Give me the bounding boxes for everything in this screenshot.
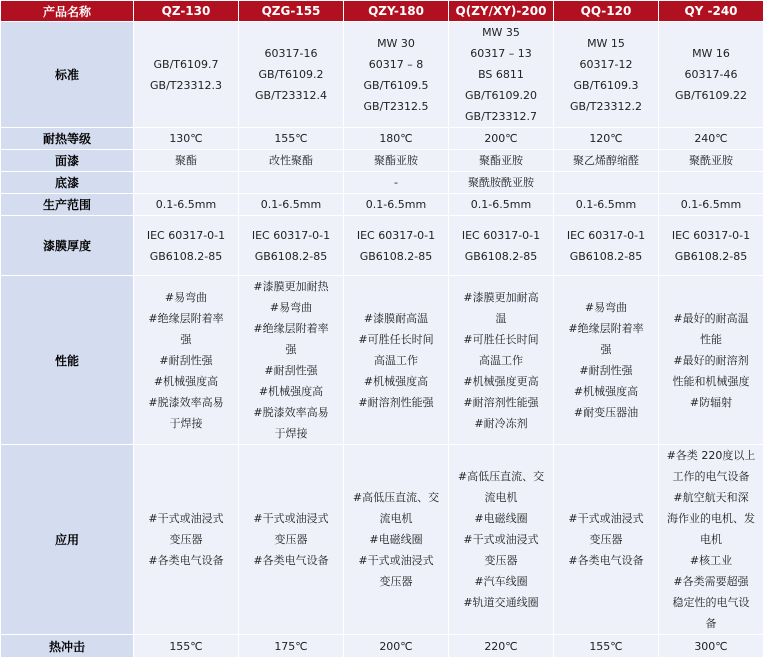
- row-label: 面漆: [1, 150, 133, 171]
- cell-line: GB6108.2-85: [569, 249, 643, 263]
- table-cell: [134, 216, 238, 275]
- table-cell: [134, 172, 238, 193]
- table-cell: [134, 194, 238, 215]
- cell-line: #脱漆效率高易: [253, 406, 329, 419]
- table-cell: [239, 194, 343, 215]
- cell-line: #高低压直流、交: [352, 491, 440, 504]
- cell-line: 强: [180, 332, 192, 346]
- cell-line: #汽车线圈: [474, 575, 528, 588]
- cell-line: BS 6811: [478, 68, 524, 81]
- table-cell: [239, 172, 343, 193]
- cell-line: #耐刮性强: [264, 364, 318, 377]
- table-cell: [239, 150, 343, 171]
- cell-line: 60317-46: [684, 68, 738, 81]
- cell-line: 变压器: [589, 533, 623, 546]
- table-cell: [449, 216, 553, 275]
- table-cell: [659, 172, 763, 193]
- cell-line: MW 30: [377, 36, 415, 50]
- row-label: 应用: [1, 445, 133, 634]
- cell-line: #航空航天和深: [673, 491, 749, 504]
- cell-line: 60317-16: [264, 47, 318, 60]
- cell-line: 200℃: [484, 132, 518, 145]
- table-cell: [239, 216, 343, 275]
- table-row-standard: [1, 22, 763, 127]
- cell-line: #机械强度高: [153, 374, 219, 388]
- cell-line: 0.1-6.5mm: [260, 198, 322, 211]
- cell-line: GB/T6109.2: [258, 68, 324, 81]
- cell-line: 于焊接: [169, 416, 203, 430]
- cell-line: GB/T23312.7: [465, 110, 537, 123]
- cell-line: #耐变压器油: [573, 406, 639, 419]
- cell-line: GB/T6109.22: [675, 89, 747, 102]
- table-row-heat-class: [1, 128, 763, 149]
- product-header: QQ-120: [554, 1, 658, 21]
- table-cell: [344, 216, 448, 275]
- table-cell: [344, 445, 448, 634]
- cell-line: GB6108.2-85: [674, 249, 748, 263]
- cell-line: 性能: [700, 332, 722, 346]
- cell-line: 300℃: [694, 639, 728, 653]
- cell-line: GB/T6109.3: [573, 78, 639, 92]
- row-label: 热冲击: [1, 635, 133, 657]
- cell-line: #易弯曲: [269, 301, 313, 314]
- table-cell: [239, 445, 343, 634]
- product-header: QY -240: [659, 1, 763, 21]
- cell-line: #易弯曲: [164, 290, 208, 304]
- cell-line: #机械强度高: [258, 385, 324, 398]
- cell-line: GB/T23312.2: [570, 99, 642, 113]
- cell-line: GB6108.2-85: [149, 249, 223, 263]
- cell-line: GB/T6109.20: [465, 89, 537, 102]
- cell-line: #干式或油浸式: [148, 512, 224, 525]
- cell-line: 流电机: [379, 512, 413, 525]
- cell-line: 180℃: [379, 132, 413, 145]
- cell-line: MW 15: [587, 36, 625, 50]
- cell-line: 220℃: [484, 639, 518, 653]
- cell-line: #干式或油浸式: [253, 512, 329, 525]
- cell-line: IEC 60317-0-1: [251, 228, 331, 242]
- cell-line: #耐刮性强: [579, 364, 633, 377]
- cell-line: 备: [705, 617, 717, 630]
- cell-line: 0.1-6.5mm: [155, 198, 217, 211]
- cell-line: 高温工作: [374, 353, 418, 367]
- table-cell: [659, 276, 763, 444]
- row-label: 生产范围: [1, 194, 133, 215]
- table-cell: [554, 276, 658, 444]
- cell-line: #各类 220度以上: [666, 449, 756, 462]
- cell-line: #高低压直流、交: [457, 470, 545, 483]
- table-body: [1, 22, 763, 657]
- cell-line: 变压器: [169, 533, 203, 546]
- table-cell: [239, 128, 343, 149]
- table-cell: [554, 150, 658, 171]
- table-cell: [344, 172, 448, 193]
- cell-line: #机械强度高: [573, 385, 639, 398]
- table-cell: [659, 22, 763, 127]
- cell-line: 电机: [700, 533, 722, 546]
- table-cell: [239, 276, 343, 444]
- cell-line: #干式或油浸式: [463, 533, 539, 546]
- cell-line: #最好的耐高温: [673, 311, 749, 325]
- product-header: QZY-180: [344, 1, 448, 21]
- row-label: 漆膜厚度: [1, 216, 133, 275]
- table-row-application: [1, 445, 763, 634]
- row-label: 耐热等级: [1, 128, 133, 149]
- cell-line: #漆膜更加耐高: [463, 290, 539, 304]
- table-cell: [659, 216, 763, 275]
- table-cell: [134, 150, 238, 171]
- row-label: 性能: [1, 276, 133, 444]
- cell-line: #机械强度更高: [463, 374, 539, 388]
- table-cell: [449, 22, 553, 127]
- table-cell: [449, 150, 553, 171]
- table-cell: [344, 276, 448, 444]
- table-cell: [659, 445, 763, 634]
- table-cell: [134, 128, 238, 149]
- product-header: Q(ZY/XY)-200: [449, 1, 553, 21]
- cell-line: 稳定性的电气设: [672, 596, 750, 609]
- cell-line: #各类电气设备: [253, 554, 329, 567]
- table-cell: [554, 128, 658, 149]
- table-row-film-thickness: [1, 216, 763, 275]
- table-row-overcoat: [1, 150, 763, 171]
- cell-line: 60317 – 8: [368, 57, 424, 71]
- cell-line: IEC 60317-0-1: [671, 228, 751, 242]
- cell-line: 155℃: [589, 639, 623, 653]
- cell-line: #易弯曲: [584, 301, 628, 314]
- cell-line: 工作的电气设备: [672, 470, 750, 483]
- table-cell: [239, 22, 343, 127]
- table-cell: [554, 445, 658, 634]
- cell-line: #各类电气设备: [568, 554, 644, 567]
- cell-line: #耐刮性强: [159, 353, 213, 367]
- cell-line: 高温工作: [479, 353, 523, 367]
- cell-line: #耐冷冻剂: [474, 416, 528, 430]
- row-label: 标准: [1, 22, 133, 127]
- cell-line: 240℃: [694, 132, 728, 145]
- cell-line: #漆膜耐高温: [363, 311, 429, 325]
- cell-line: #绝缘层附着率: [148, 311, 224, 325]
- table-cell: [449, 276, 553, 444]
- table-cell: [659, 128, 763, 149]
- cell-line: 聚酰胺酰亚胺: [468, 176, 534, 189]
- cell-line: #核工业: [689, 554, 733, 567]
- cell-line: 60317 – 13: [470, 47, 532, 60]
- cell-line: #防辐射: [689, 395, 733, 409]
- cell-line: 强: [285, 343, 297, 356]
- table-row-performance: [1, 276, 763, 444]
- table-cell: [554, 172, 658, 193]
- cell-line: 性能和机械强度: [672, 374, 750, 388]
- cell-line: #干式或油浸式: [358, 554, 434, 567]
- table-cell: [134, 22, 238, 127]
- cell-line: 130℃: [169, 132, 203, 145]
- table-cell: [134, 445, 238, 634]
- cell-line: 60317-12: [579, 57, 633, 71]
- cell-line: #各类需要超强: [673, 575, 749, 588]
- table-cell: [449, 172, 553, 193]
- cell-line: 155℃: [169, 639, 203, 653]
- cell-line: GB/T6109.5: [363, 78, 429, 92]
- cell-line: GB/T2312.5: [363, 99, 429, 113]
- cell-line: #漆膜更加耐热: [253, 280, 329, 293]
- table-cell: [134, 276, 238, 444]
- corner-header: 产品名称: [1, 1, 133, 21]
- cell-line: #干式或油浸式: [568, 512, 644, 525]
- table-cell: [659, 194, 763, 215]
- cell-line: 200℃: [379, 639, 413, 653]
- cell-line: #脱漆效率高易: [148, 395, 224, 409]
- cell-line: #耐溶剂性能强: [358, 395, 434, 409]
- table-cell: [344, 22, 448, 127]
- cell-line: 流电机: [484, 491, 518, 504]
- cell-line: #电磁线圈: [474, 512, 528, 525]
- cell-line: 0.1-6.5mm: [575, 198, 637, 211]
- cell-line: IEC 60317-0-1: [461, 228, 541, 242]
- header-row: [1, 1, 763, 21]
- cell-line: -: [394, 176, 398, 189]
- cell-line: 聚酯亚胺: [479, 154, 523, 167]
- cell-line: GB6108.2-85: [464, 249, 538, 263]
- table-cell: [449, 445, 553, 634]
- table-cell: [449, 194, 553, 215]
- cell-line: IEC 60317-0-1: [566, 228, 646, 242]
- cell-line: #轨道交通线圈: [463, 596, 539, 609]
- table-cell: [344, 128, 448, 149]
- table-row-basecoat: [1, 172, 763, 193]
- cell-line: 变压器: [274, 533, 308, 546]
- cell-line: MW 16: [692, 47, 730, 60]
- cell-line: GB/T6109.7: [153, 57, 219, 71]
- cell-line: 聚酯亚胺: [374, 154, 418, 167]
- table-cell: [344, 150, 448, 171]
- cell-line: 120℃: [589, 132, 623, 145]
- product-header: QZG-155: [239, 1, 343, 21]
- cell-line: #耐溶剂性能强: [463, 395, 539, 409]
- cell-line: MW 35: [482, 26, 520, 39]
- cell-line: GB/T23312.4: [255, 89, 327, 102]
- table-cell: [449, 128, 553, 149]
- cell-line: 0.1-6.5mm: [365, 198, 427, 211]
- cell-line: #机械强度高: [363, 374, 429, 388]
- cell-line: 于焊接: [274, 427, 308, 440]
- table-cell: [659, 150, 763, 171]
- cell-line: 变压器: [379, 575, 413, 588]
- table-cell: [554, 194, 658, 215]
- cell-line: 175℃: [274, 639, 308, 653]
- cell-line: 变压器: [484, 554, 518, 567]
- cell-line: #可胜任长时间: [463, 332, 539, 346]
- cell-line: #各类电气设备: [148, 554, 224, 567]
- cell-line: 0.1-6.5mm: [470, 198, 532, 211]
- cell-line: 155℃: [274, 132, 308, 145]
- row-label: 底漆: [1, 172, 133, 193]
- cell-line: #绝缘层附着率: [568, 322, 644, 335]
- cell-line: 强: [600, 343, 612, 356]
- cell-line: #可胜任长时间: [358, 332, 434, 346]
- cell-line: 聚酰亚胺: [689, 154, 733, 167]
- cell-line: #电磁线圈: [369, 533, 423, 546]
- cell-line: IEC 60317-0-1: [146, 228, 226, 242]
- cell-line: GB6108.2-85: [254, 249, 328, 263]
- cell-line: 0.1-6.5mm: [680, 198, 742, 211]
- cell-line: 改性聚酯: [269, 154, 313, 167]
- product-header: QZ-130: [134, 1, 238, 21]
- cell-line: GB6108.2-85: [359, 249, 433, 263]
- cell-line: #绝缘层附着率: [253, 322, 329, 335]
- table-row-size-range: [1, 194, 763, 215]
- cell-line: 海作业的电机、发: [667, 512, 755, 525]
- cell-line: #最好的耐溶剂: [673, 353, 749, 367]
- cell-line: 温: [495, 311, 507, 325]
- cell-line: 聚酯: [175, 154, 197, 167]
- table-cell: [554, 216, 658, 275]
- table-cell: [344, 194, 448, 215]
- cell-line: GB/T23312.3: [150, 78, 222, 92]
- cell-line: 聚乙烯醇缩醛: [573, 154, 639, 167]
- cell-line: IEC 60317-0-1: [356, 228, 436, 242]
- table-cell: [554, 22, 658, 127]
